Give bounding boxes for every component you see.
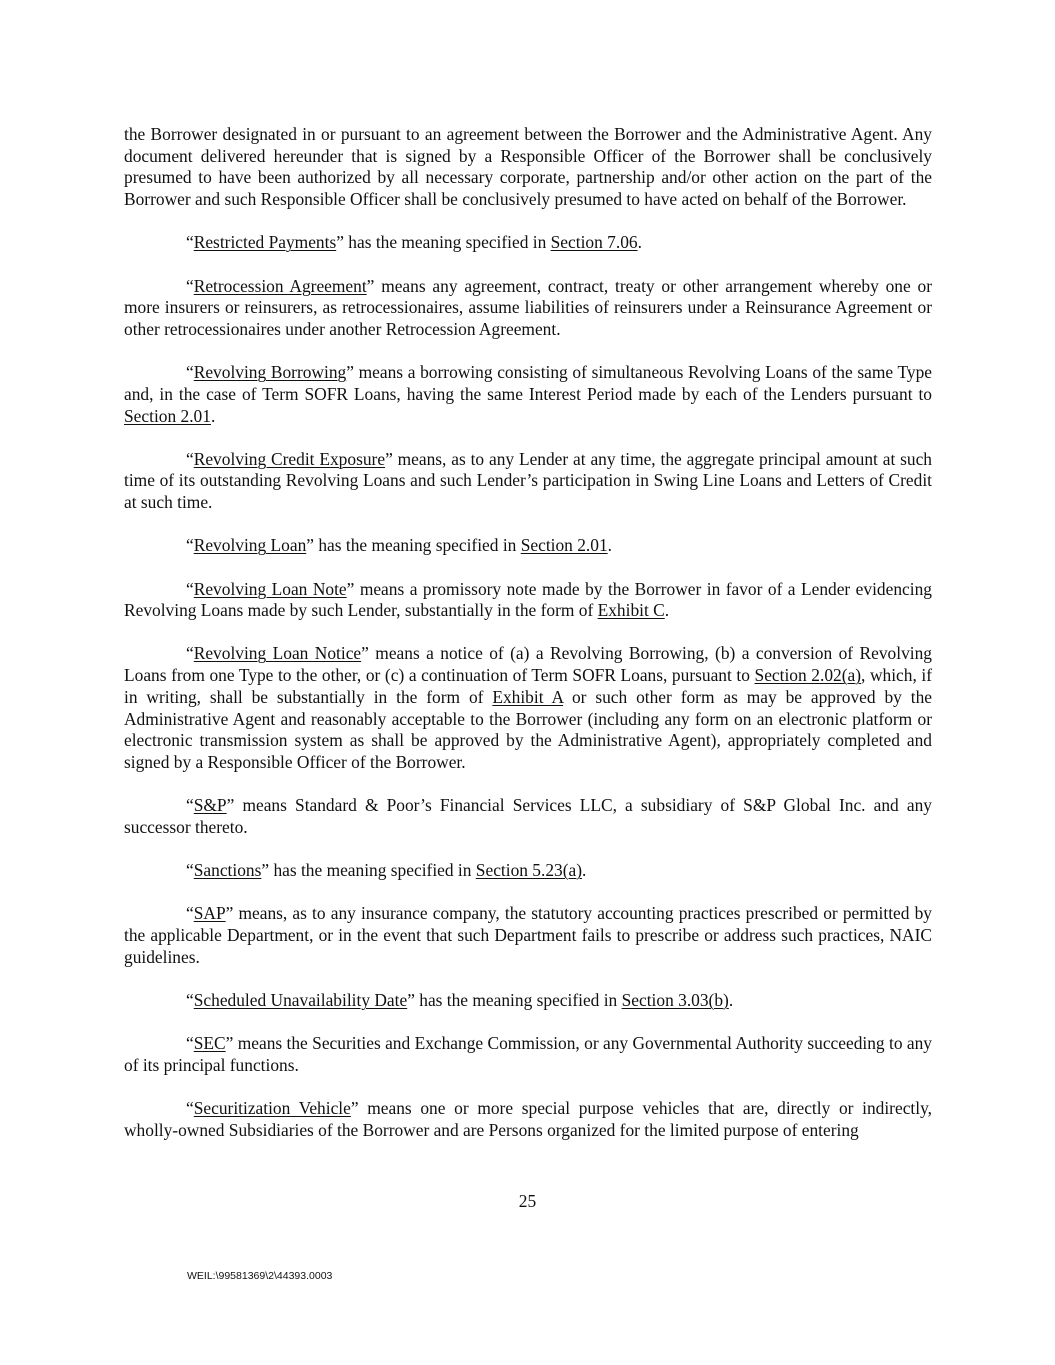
defined-term: SAP — [193, 903, 226, 924]
defined-term: Revolving Borrowing — [193, 362, 347, 383]
defined-term: Revolving Credit Exposure — [193, 448, 386, 469]
section-reference: Section 7.06 — [550, 232, 638, 253]
defined-term: S&P — [193, 795, 227, 816]
defined-term: Revolving Loan Note — [193, 578, 347, 599]
exhibit-reference: Exhibit A — [492, 686, 564, 707]
definition-securitization-vehicle: “Securitization Vehicle” means one or more special purpose vehicles that are, directly or indirectly, wholly-owned Subsidiaries of the Borrower and are Persons organized for the limited purpose of entering — [124, 1098, 932, 1140]
defined-term: Securitization Vehicle — [193, 1098, 351, 1118]
section-reference: Section 5.23(a) — [475, 860, 583, 881]
exhibit-reference: Exhibit C — [597, 600, 665, 621]
definition-s-and-p: “S&P” means Standard & Poor’s Financial Services LLC, a subsidiary of S&P Global Inc. and any successor thereto. — [124, 795, 932, 837]
definition-revolving-credit-exposure: “Revolving Credit Exposure” means, as to any Lender at any time, the aggregate principal amount at such time of its outstanding Revolving Loans and such Lender’s participation in Swing Line Loans and Letters of Credit at such time. — [124, 448, 933, 513]
definition-sap: “SAP” means, as to any insurance company, the statutory accounting practices prescribed or permitted by the applicable Department, or in the event that such Department fails to prescribe or address such practices, NAIC guidelines. — [124, 903, 932, 967]
definition-revolving-loan: “Revolving Loan” has the meaning specified in Section 2.01. — [186, 535, 613, 556]
page-body — [124, 124, 932, 1163]
defined-term: Retrocession Agreement — [193, 275, 367, 296]
definition-revolving-loan-note: “Revolving Loan Note” means a promissory note made by the Borrower in favor of a Lender evidencing Revolving Loans made by such Lender, substantially in the form of Exhibit C. — [124, 578, 932, 621]
defined-term: Revolving Loan Notice — [193, 643, 362, 664]
definition-revolving-borrowing: “Revolving Borrowing” means a borrowing consisting of simultaneous Revolving Loans of the same Type and, in the case of Term SOFR Loans, having the same Interest Period made by each of the Lenders pursuant to Section 2.01. — [124, 362, 932, 426]
definition-restricted-payments: “Restricted Payments” has the meaning specified in Section 7.06. — [186, 232, 642, 253]
section-reference: Section 3.03(b) — [621, 989, 729, 1010]
defined-term: SEC — [193, 1033, 226, 1054]
section-reference: Section 2.01 — [520, 535, 608, 556]
defined-term: Restricted Payments — [193, 232, 337, 253]
page-number: 25 — [518, 1191, 537, 1211]
defined-term: Scheduled Unavailability Date — [193, 989, 408, 1010]
section-reference: Section 2.02(a) — [754, 665, 862, 686]
definition-sanctions: “Sanctions” has the meaning specified in Section 5.23(a). — [186, 860, 587, 881]
definition-sec: “SEC” means the Securities and Exchange Commission, or any Governmental Authority succeeding to any of its principal functions. — [124, 1033, 932, 1075]
definition-scheduled-unavailability-date: “Scheduled Unavailability Date” has the meaning specified in Section 3.03(b). — [186, 989, 734, 1010]
document-id-footer: WEIL:\99581369\2\44393.0003 — [187, 1270, 333, 1282]
definition-revolving-loan-notice: “Revolving Loan Notice” means a notice of (a) a Revolving Borrowing, (b) a conversion of Revolving Loans from one Type to the other, or (c) a continuation of Term SOFR Loans, pursuant to Section 2.02(a), which, if in writing, shall be substantially in the form of Exhibit A or such other form as may be approved by the Administrative Agent and reasonably acceptable to the Borrower (including any form on an electronic platform or electronic transmission system as shall be approved by the Administrative Agent), appropriately completed and signed by a Responsible Officer of the Borrower. — [124, 643, 933, 772]
defined-term: Revolving Loan — [193, 535, 307, 556]
intro-paragraph: the Borrower designated in or pursuant to an agreement between the Borrower and the Administrative Agent. Any document delivered hereunder that is signed by a Responsible Officer of the Borrower shall be conclusively presumed to have been authorized by all necessary corporate, partnership and/or other action on the part of the Borrower and such Responsible Officer shall be conclusively presumed to have acted on behalf of the Borrower. — [124, 124, 932, 210]
definition-retrocession-agreement: “Retrocession Agreement” means any agreement, contract, treaty or other arrangement whereby one or more insurers or reinsurers, as retrocessionaires, assume liabilities of reinsurers under a Reinsurance Agreement or other retrocessionaires under another Retrocession Agreement. — [124, 275, 932, 339]
defined-term: Sanctions — [193, 860, 262, 881]
section-reference: Section 2.01 — [124, 405, 211, 426]
